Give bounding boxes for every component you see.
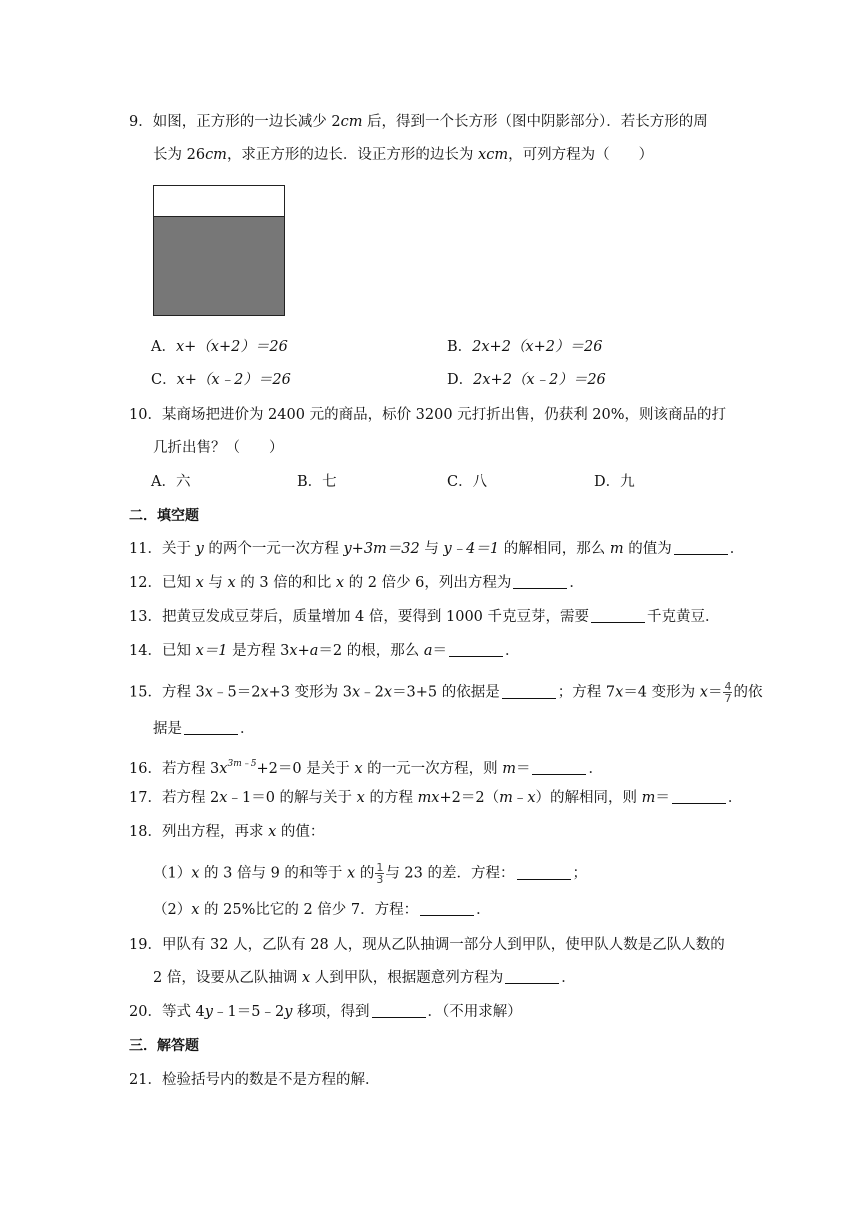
option-10-d: D．九	[594, 474, 635, 490]
question-18: 18．列出方程，再求 x 的值：	[129, 824, 325, 840]
answer-blank[interactable]	[674, 540, 728, 555]
question-18-part-2: （2）x 的 25%比它的 2 倍少 7．方程： ．	[153, 902, 491, 918]
option-9-a: A．x+（x+2）＝26	[151, 339, 288, 355]
answer-blank[interactable]	[672, 789, 726, 804]
exponent: 3m﹣5	[227, 759, 257, 769]
fraction-one-third: $\frac{1}{3}$	[376, 861, 384, 886]
question-19-line-2: 2 倍，设要从乙队抽调 x 人到甲队，根据题意列方程为 ．	[153, 970, 576, 986]
question-20: 20．等式 4y﹣1＝5﹣2y 移项，得到 ．（不用求解）	[129, 1004, 522, 1020]
answer-blank[interactable]	[184, 720, 238, 735]
question-10-line-2: 几折出售？（ ）	[153, 440, 284, 456]
option-9-c: C．x+（x﹣2）＝26	[151, 372, 291, 388]
answer-blank[interactable]	[513, 574, 567, 589]
question-number: 9．	[129, 114, 153, 130]
question-17: 17．若方程 2x﹣1＝0 的解与关于 x 的方程 mx+2＝2（m﹣x）的解相同，则 m＝ ．	[129, 790, 743, 806]
question-11: 11．关于 y 的两个一元一次方程 y+3m＝32 与 y﹣4＝1 的解相同，那么 m 的值为 ．	[129, 541, 745, 557]
option-9-b: B．2x+2（x+2）＝26	[447, 339, 603, 355]
answer-blank[interactable]	[505, 969, 559, 984]
question-21: 21．检验括号内的数是不是方程的解．	[129, 1072, 380, 1088]
question-16: 16．若方程 $3x^{3m﹣5}+2=0$ 是关于 x 的一元一次方程，则 m＝ ．	[129, 759, 603, 777]
section-heading-solve: 三．解答题	[129, 1038, 199, 1054]
section-heading-fill-in: 二．填空题	[129, 508, 199, 524]
question-10-line-1: 10．某商场把进价为 2400 元的商品，标价 3200 元打折出售，仍获利 20%，则该商品的打	[129, 407, 727, 423]
answer-blank[interactable]	[517, 865, 571, 880]
option-10-b: B．七	[297, 474, 337, 490]
answer-blank[interactable]	[502, 684, 556, 699]
question-18-part-1: （1）x 的 3 倍与 9 的和等于 x 的 $\frac{1}{3}$ 与 23 的差．方程： ；	[153, 861, 587, 886]
question-number: 10．	[129, 407, 162, 423]
question-12: 12．已知 x 与 x 的 3 倍的和比 x 的 2 倍少 6，列出方程为 ．	[129, 575, 584, 591]
fraction-four-sevenths: $\frac{4}{7}$	[724, 680, 732, 705]
option-10-a: A．六	[151, 474, 191, 490]
question-15-line-1: 15．方程 3x﹣5＝2x+3 变形为 3x﹣2x＝3+5 的依据是 ；方程 7x＝4 变形为 x＝ $\frac{4}{7}$ 的依	[129, 680, 763, 705]
answer-blank[interactable]	[591, 608, 645, 623]
question-9-line-2: 长为 26cm，求正方形的边长．设正方形的边长为 xcm，可列方程为（ ）	[153, 147, 654, 163]
answer-blank[interactable]	[449, 642, 503, 657]
question-15-line-2: 据是 ．	[153, 721, 255, 737]
option-9-d: D．2x+2（x﹣2）＝26	[447, 372, 606, 388]
square-rectangle-figure	[153, 185, 285, 316]
question-13: 13．把黄豆发成豆芽后，质量增加 4 倍，要得到 1000 千克豆芽，需要 千克黄豆．	[129, 609, 720, 625]
answer-blank[interactable]	[532, 760, 586, 775]
answer-blank[interactable]	[420, 901, 474, 916]
option-10-c: C．八	[447, 474, 488, 490]
question-9-line-1: 9．如图，正方形的一边长减少 2cm 后，得到一个长方形（图中阴影部分）．若长方形的周	[129, 114, 708, 130]
question-19-line-1: 19．甲队有 32 人，乙队有 28 人，现从乙队抽调一部分人到甲队，使甲队人数是乙队人数的	[129, 937, 725, 953]
answer-blank[interactable]	[372, 1003, 426, 1018]
shaded-rectangle	[154, 216, 284, 315]
question-14: 14．已知 x＝1 是方程 3x+a＝2 的根，那么 a＝ ．	[129, 643, 520, 659]
